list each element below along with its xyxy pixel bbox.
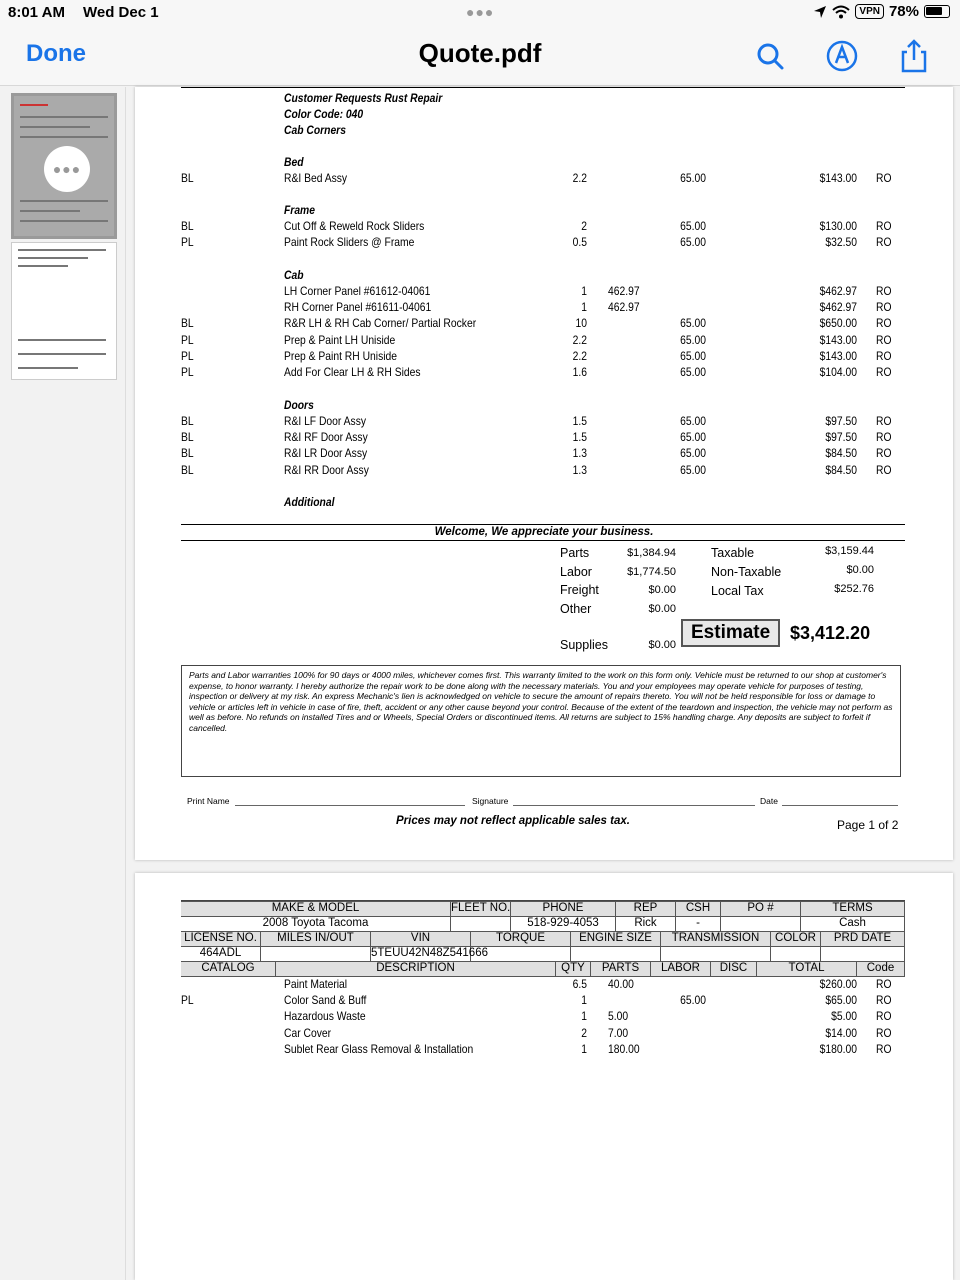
section-title-bed: Bed [284, 155, 304, 169]
line-item-code: RO [876, 430, 892, 445]
line-item-description: R&I RF Door Assy [284, 430, 368, 445]
line-item-qty: 6.5 [572, 977, 587, 991]
line-item-qty: 1.3 [572, 462, 587, 477]
line-item-labor: 65.00 [680, 365, 706, 379]
vehicle-value [771, 946, 821, 961]
line-item-total: $84.50 [825, 446, 857, 461]
line-item-total: $143.00 [819, 348, 857, 363]
section-title-frame: Frame [284, 203, 315, 217]
vehicle-header: TERMS [801, 901, 905, 916]
customer-note: Color Code: 040 [284, 107, 364, 121]
done-button[interactable]: Done [26, 40, 86, 67]
pdf-page-2 [135, 873, 953, 1280]
sales-tax-note: Prices may not reflect applicable sales tax. [396, 815, 630, 827]
line-item-code: RO [876, 1009, 892, 1024]
customer-note: Cab Corners [284, 123, 346, 137]
welcome-message: Welcome, We appreciate your business. [434, 526, 654, 538]
vehicle-header: COLOR [771, 931, 821, 946]
line-item-catalog: BL [181, 171, 194, 185]
status-time: 8:01 AM [8, 4, 65, 21]
vehicle-value: 5TEUU42N48Z541666 [371, 947, 488, 959]
line-item-qty: 10 [575, 316, 587, 331]
search-icon[interactable] [752, 38, 788, 74]
vehicle-header: CSH [676, 901, 721, 916]
tax-label: Non-Taxable [711, 565, 782, 579]
line-item-catalog: BL [181, 414, 194, 428]
line-item-code: RO [876, 365, 892, 379]
line-item-catalog: PL [181, 365, 194, 379]
summary-value: $1,774.50 [627, 565, 676, 578]
column-header: DESCRIPTION [276, 961, 556, 976]
vehicle-value: Cash [801, 916, 905, 931]
line-item-code: RO [876, 1041, 892, 1056]
summary-value: $1,384.94 [627, 547, 676, 559]
vehicle-value [821, 946, 905, 961]
column-header: QTY [556, 961, 591, 976]
line-item-description: RH Corner Panel #61611-04061 [284, 300, 432, 315]
document-title: Quote.pdf [418, 38, 542, 68]
line-item-code: RO [876, 977, 892, 991]
line-item-parts: 40.00 [608, 977, 634, 991]
line-item-catalog: BL [181, 219, 194, 233]
line-item-labor: 65.00 [680, 332, 706, 347]
tax-label: Local Tax [711, 584, 764, 598]
estimate-label: Estimate [681, 619, 780, 647]
line-item-labor: 65.00 [680, 171, 706, 185]
page-thumbnails-sidebar [0, 87, 126, 1280]
line-item-description: Paint Material [284, 977, 348, 991]
vehicle-header: TORQUE [471, 931, 571, 946]
line-item-parts: 7.00 [608, 1025, 629, 1040]
multitasking-dots-icon[interactable]: ●●● [466, 4, 495, 20]
vehicle-header: REP [616, 901, 676, 916]
line-item-code: RO [876, 332, 892, 347]
column-header: TOTAL [757, 961, 857, 976]
line-item-labor: 65.00 [680, 235, 706, 250]
line-item-labor: 65.00 [680, 348, 706, 363]
signature-label: Signature [472, 796, 509, 806]
line-item-qty: 1.5 [572, 414, 587, 428]
location-arrow-icon [813, 5, 827, 19]
share-icon[interactable] [896, 38, 932, 74]
line-item-description: R&I LF Door Assy [284, 414, 367, 428]
line-item-total: $180.00 [819, 1041, 857, 1056]
line-item-labor: 65.00 [680, 993, 706, 1008]
print-name-label: Print Name [187, 796, 230, 806]
vehicle-value [261, 946, 371, 961]
vehicle-header: VIN [371, 931, 471, 946]
line-item-total: $143.00 [819, 171, 857, 185]
tax-value: $0.00 [846, 564, 874, 576]
vehicle-value: 2008 Toyota Tacoma [181, 916, 451, 931]
line-item-description: Prep & Paint RH Uniside [284, 348, 397, 363]
summary-value: $0.00 [648, 584, 676, 596]
line-item-description: Add For Clear LH & RH Sides [284, 365, 421, 379]
supplies-value: $0.00 [648, 639, 676, 651]
tax-label: Taxable [711, 546, 755, 560]
line-item-description: R&I Bed Assy [284, 171, 348, 185]
markup-icon[interactable] [824, 38, 860, 74]
page-number: Page 1 of 2 [837, 818, 899, 832]
line-item-code: RO [876, 446, 892, 461]
thumbnail-more-icon[interactable]: ●●● [44, 146, 90, 192]
line-item-total: $5.00 [831, 1009, 857, 1024]
line-item-description: Prep & Paint LH Uniside [284, 332, 396, 347]
line-item-total: $97.50 [825, 430, 857, 445]
column-header: CATALOG [181, 961, 276, 976]
line-item-code: RO [876, 348, 892, 363]
column-header: LABOR [651, 961, 711, 976]
line-item-total: $32.50 [825, 235, 857, 250]
battery-percent: 78% [888, 3, 919, 20]
vehicle-value: - [676, 916, 721, 931]
battery-level [926, 7, 942, 15]
line-item-qty: 2 [581, 219, 587, 233]
vehicle-header: MILES IN/OUT [261, 931, 371, 946]
line-item-code: RO [876, 300, 892, 315]
line-item-code: RO [876, 316, 892, 331]
status-indicators [813, 3, 950, 20]
status-bar [0, 0, 960, 26]
column-header: Code [857, 961, 905, 976]
estimate-total: $3,412.20 [790, 623, 871, 643]
summary-label: Labor [560, 564, 592, 579]
line-item-catalog: BL [181, 316, 194, 331]
line-item-qty: 1 [581, 993, 587, 1008]
line-item-total: $65.00 [825, 993, 857, 1008]
line-item-code: RO [876, 462, 892, 477]
line-item-description: Hazardous Waste [284, 1009, 366, 1024]
line-item-qty: 1 [581, 300, 587, 315]
section-title-cab: Cab [284, 268, 304, 282]
line-item-code: RO [876, 1025, 892, 1040]
line-item-labor: 65.00 [680, 462, 706, 477]
vehicle-header: PHONE [511, 901, 616, 916]
vehicle-value [571, 946, 661, 961]
vehicle-value [661, 946, 771, 961]
line-item-qty: 0.5 [572, 235, 587, 250]
line-item-description: R&I RR Door Assy [284, 462, 369, 477]
line-item-code: RO [876, 284, 892, 298]
line-item-qty: 1.6 [572, 365, 587, 379]
line-item-parts: 180.00 [608, 1041, 640, 1056]
vehicle-value: Rick [616, 916, 676, 931]
tax-value: $252.76 [834, 583, 874, 595]
supplies-label: Supplies [560, 638, 608, 652]
battery-icon [924, 5, 950, 18]
pdf-page-1 [135, 87, 953, 860]
line-item-total: $462.97 [819, 284, 857, 298]
line-item-description: Cut Off & Reweld Rock Sliders [284, 219, 425, 233]
vehicle-header: ENGINE SIZE [571, 931, 661, 946]
vehicle-header: LICENSE NO. [181, 931, 261, 946]
vehicle-header: MAKE & MODEL [181, 901, 451, 916]
line-item-qty: 2.2 [572, 171, 587, 185]
line-item-qty: 2.2 [572, 348, 587, 363]
date-label: Date [760, 796, 778, 806]
nav-bar [0, 26, 960, 86]
vehicle-value [471, 946, 571, 961]
column-header: DISC [711, 961, 757, 976]
vehicle-header: TRANSMISSION [661, 931, 771, 946]
vehicle-header: PRD DATE [821, 931, 905, 946]
vehicle-value [721, 916, 801, 931]
vehicle-value [451, 916, 511, 931]
line-item-total: $104.00 [819, 365, 857, 379]
line-item-parts: 462.97 [608, 284, 640, 298]
line-item-code: RO [876, 993, 892, 1008]
line-item-parts: 462.97 [608, 300, 640, 315]
line-item-total: $97.50 [825, 414, 857, 428]
line-item-labor: 65.00 [680, 414, 706, 428]
line-item-qty: 1.5 [572, 430, 587, 445]
line-item-qty: 2.2 [572, 332, 587, 347]
page-thumbnail-1[interactable] [11, 93, 117, 239]
summary-label: Freight [560, 583, 599, 597]
line-item-total: $84.50 [825, 462, 857, 477]
vehicle-value: 464ADL [181, 946, 261, 961]
line-item-code: RO [876, 235, 892, 250]
line-item-qty: 1 [581, 284, 587, 298]
summary-value: $0.00 [648, 602, 676, 615]
line-item-parts: 5.00 [608, 1009, 629, 1024]
summary-label: Other [560, 601, 592, 616]
line-item-total: $260.00 [819, 977, 857, 991]
line-item-total: $143.00 [819, 332, 857, 347]
line-item-labor: 65.00 [680, 430, 706, 445]
line-item-description: Sublet Rear Glass Removal & Installation [284, 1041, 474, 1056]
section-title-doors: Doors [284, 398, 314, 412]
line-item-description: Paint Rock Sliders @ Frame [284, 235, 415, 250]
line-item-labor: 65.00 [680, 219, 706, 233]
tax-value: $3,159.44 [825, 545, 874, 557]
section-title-additional: Additional [284, 495, 335, 509]
line-item-labor: 65.00 [680, 446, 706, 461]
line-item-qty: 1.3 [572, 446, 587, 461]
vehicle-value: 518-929-4053 [511, 916, 616, 931]
line-item-description: R&I LR Door Assy [284, 446, 368, 461]
vpn-badge: VPN [855, 4, 884, 19]
line-item-catalog: PL [181, 993, 194, 1008]
vehicle-header: PO # [721, 901, 801, 916]
wifi-icon [832, 5, 850, 19]
line-item-catalog: PL [181, 235, 194, 250]
line-item-description: Car Cover [284, 1025, 332, 1040]
line-item-labor: 65.00 [680, 316, 706, 331]
line-item-qty: 1 [581, 1009, 587, 1024]
warranty-disclaimer: Parts and Labor warranties 100% for 90 days or 4000 miles, whichever comes first. This warranty limited to the work on this form only. Vehicle must be returned to our shop at customer's expense, to honor warranty. I hereby authorize the repair work to be done along with the necessary materials. You and your employees may operate vehicle for purposes of testing, inspection or delivery at my risk. An express Mechanic's lien is acknowledged on vehicle to secure the amount of repairs thereto. You will not be held responsible for loss or damage to vehicle or articles left in vehicle in case of fire, theft, accident or any other cause beyond your control. Because of the extent of the teardown and inspection, the vehicle may not perform as well as before. No refunds on installed Tires and or Wheels, Special Orders or discontinued items. All returns are subject to 15% handling charge. Any deposits are subject to forfeit if cancelled. [181, 665, 901, 777]
column-header: PARTS [591, 961, 651, 976]
line-item-catalog: BL [181, 430, 194, 445]
status-date: Wed Dec 1 [83, 4, 159, 21]
line-item-qty: 2 [581, 1025, 587, 1040]
summary-label: Parts [560, 546, 590, 560]
line-item-total: $130.00 [819, 219, 857, 233]
line-item-qty: 1 [581, 1041, 587, 1056]
line-item-code: RO [876, 171, 892, 185]
line-item-description: R&R LH & RH Cab Corner/ Partial Rocker [284, 316, 477, 331]
line-item-catalog: BL [181, 462, 194, 477]
line-item-total: $14.00 [825, 1025, 857, 1040]
page-thumbnail-2[interactable] [11, 242, 117, 380]
customer-note: Customer Requests Rust Repair [284, 91, 443, 105]
line-item-code: RO [876, 219, 892, 233]
line-item-code: RO [876, 414, 892, 428]
line-item-description: LH Corner Panel #61612-04061 [284, 284, 431, 298]
line-item-total: $650.00 [819, 316, 857, 331]
line-item-total: $462.97 [819, 300, 857, 315]
vehicle-header: FLEET NO. [451, 902, 511, 914]
line-item-catalog: PL [181, 348, 194, 363]
line-item-catalog: PL [181, 332, 194, 347]
line-item-catalog: BL [181, 446, 194, 461]
line-item-description: Color Sand & Buff [284, 993, 367, 1008]
